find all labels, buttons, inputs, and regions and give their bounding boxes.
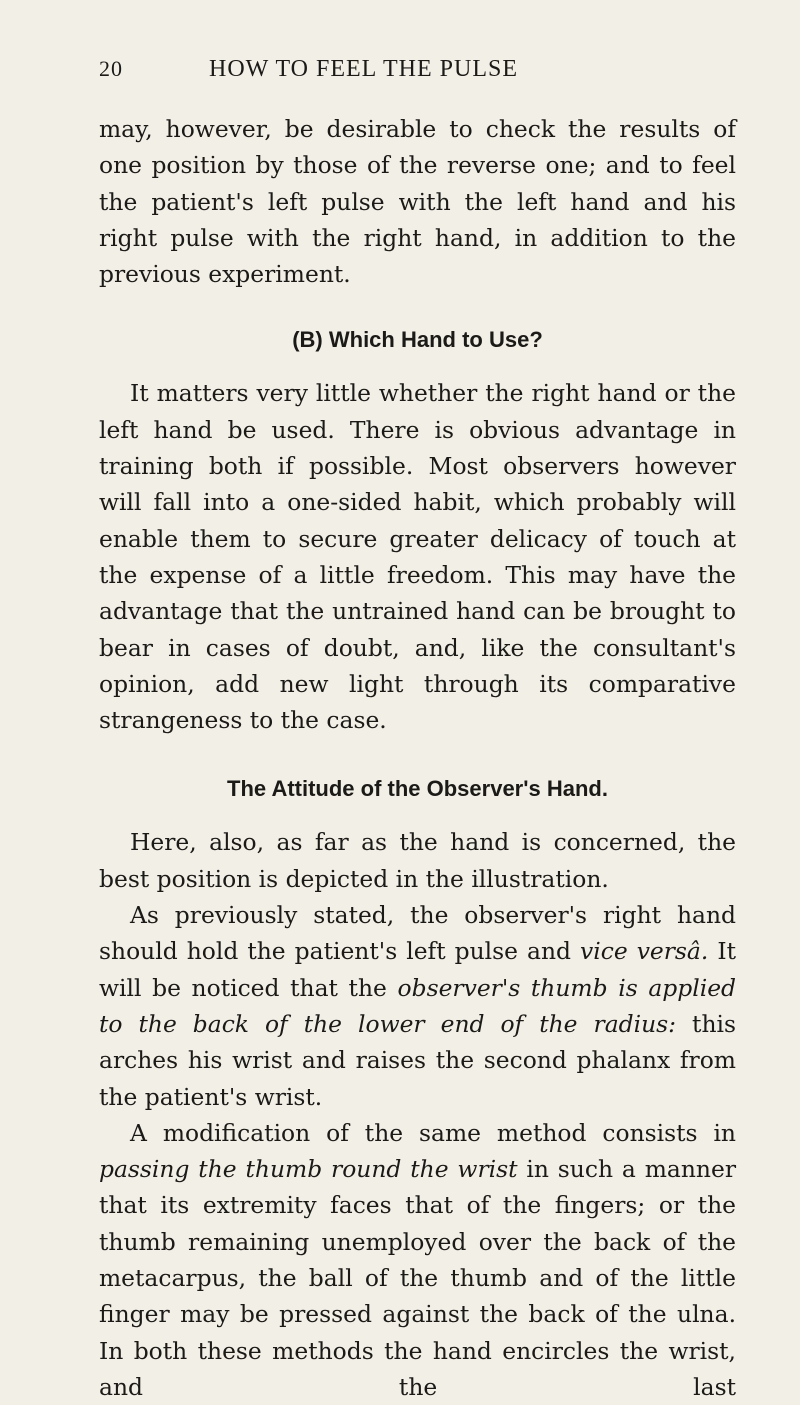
paragraph-previously-stated xyxy=(99,897,736,1115)
section-heading-attitude: The Attitude of the Observer's Hand. xyxy=(227,776,608,802)
paragraph-continued: may, however, be desirable to check the results of one position by those of the reverse one; and to feel the patient's left pulse with the left hand and his right pulse with the right hand, in addition to the previous experiment. xyxy=(99,115,736,289)
italic-run: observer's thumb is applied to the back of the lower end of the radius: xyxy=(99,973,737,1038)
section-heading-which-hand: (B) Which Hand to Use? xyxy=(292,327,543,353)
paragraph-attitude: Here, also, as far as the hand is concerned, the best position is depicted in the illustration. xyxy=(99,828,736,893)
text-run: As previously stated, the observer's right hand should hold the patient's left pulse and xyxy=(99,901,736,966)
italic-run: passing the thumb round the wrist xyxy=(99,1155,518,1184)
text-run: in such a manner that its extremity faces that of the fingers; or the thumb remaining unemployed over the back of the metacarpus, the ball of the thumb and of the little finger may be pressed against the back of the ulna. In both these methods the hand encircles the wrist, and the last xyxy=(99,1155,736,1401)
paragraph-modification xyxy=(99,1115,736,1405)
text-run: A modification of the same method consists in xyxy=(130,1118,736,1147)
paragraph-which-hand: It matters very little whether the right hand or the left hand be used. There is obvious advantage in training both if possible. Most observers however will fall into a one-sided habit, which probably will enable them to secure greater delicacy of touch at the expense of a little freedom. This may have the advantage that the untrained hand can be brought to bear in cases of doubt, and, like the consultant's opinion, add new light through its comparative strangeness to the case. xyxy=(99,379,736,735)
page-header xyxy=(99,56,736,83)
running-head: HOW TO FEEL THE PULSE xyxy=(209,56,519,82)
italic-run: vice versâ. xyxy=(580,937,709,966)
text-run: this arches his wrist and raises the second phalanx from the patient's wrist. xyxy=(99,1009,736,1111)
text-run: It will be noticed that the xyxy=(99,937,736,1002)
page-number: 20 xyxy=(99,56,123,81)
